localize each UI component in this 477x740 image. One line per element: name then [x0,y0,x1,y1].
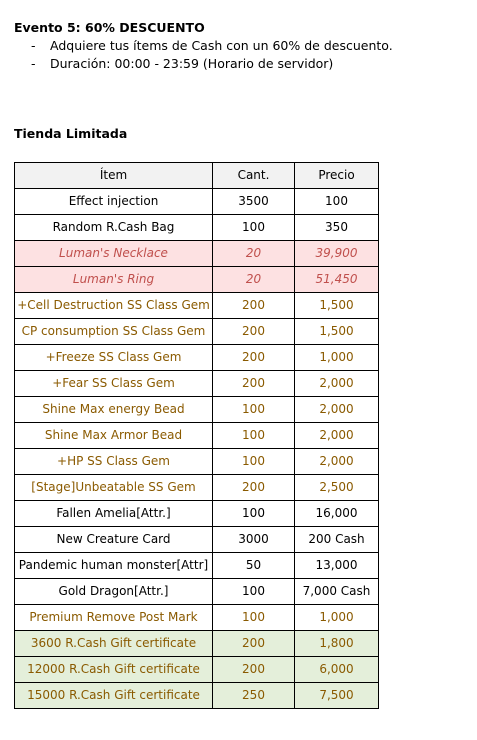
bullet-dash: - [31,38,36,53]
cell-qty: 20 [213,267,295,293]
cell-qty: 200 [213,293,295,319]
cell-price: 7,000 Cash [295,579,379,605]
cell-item: Gold Dragon[Attr.] [15,579,213,605]
cell-qty: 200 [213,475,295,501]
cell-qty: 100 [213,215,295,241]
cell-price: 1,000 [295,345,379,371]
table-row [15,501,379,527]
cell-price: 1,500 [295,319,379,345]
cell-item: 15000 R.Cash Gift certificate [15,683,213,709]
cell-qty: 3000 [213,527,295,553]
event-bullet [14,37,393,55]
cell-qty: 100 [213,579,295,605]
cell-item: Shine Max energy Bead [15,397,213,423]
cell-price: 16,000 [295,501,379,527]
table-row [15,423,379,449]
cell-item: Effect injection [15,189,213,215]
cell-item: New Creature Card [15,527,213,553]
cell-price: 51,450 [295,267,379,293]
cell-price: 13,000 [295,553,379,579]
table-row [15,527,379,553]
table-row [15,657,379,683]
section-title: Tienda Limitada [14,126,128,141]
cell-item: Premium Remove Post Mark [15,605,213,631]
table-body [15,189,379,709]
cell-item: 12000 R.Cash Gift certificate [15,657,213,683]
event-bullet [14,55,393,73]
cell-item: [Stage]Unbeatable SS Gem [15,475,213,501]
bullet-text: Duración: 00:00 - 23:59 (Horario de servidor) [50,56,334,71]
event-title: Evento 5: 60% DESCUENTO [14,20,205,35]
cell-qty: 200 [213,657,295,683]
table-row [15,605,379,631]
cell-price: 1,000 [295,605,379,631]
cell-price: 1,800 [295,631,379,657]
cell-qty: 20 [213,241,295,267]
cell-item: Random R.Cash Bag [15,215,213,241]
table-row [15,293,379,319]
cell-price: 200 Cash [295,527,379,553]
table-header-row [15,163,379,189]
cell-price: 100 [295,189,379,215]
bullet-dash: - [31,56,36,71]
cell-qty: 100 [213,423,295,449]
cell-item: Luman's Ring [15,267,213,293]
cell-item: +Cell Destruction SS Class Gem [15,293,213,319]
table-row [15,475,379,501]
event-bullet-list [14,37,393,73]
header-item: Ítem [15,163,213,189]
header-price: Precio [295,163,379,189]
table-row [15,267,379,293]
cell-item: +HP SS Class Gem [15,449,213,475]
cell-item: 3600 R.Cash Gift certificate [15,631,213,657]
table-row [15,553,379,579]
event-section [14,19,393,73]
cell-qty: 100 [213,501,295,527]
cell-price: 2,000 [295,397,379,423]
cell-item: Pandemic human monster[Attr] [15,553,213,579]
table-row [15,345,379,371]
table-row [15,449,379,475]
header-qty: Cant. [213,163,295,189]
table-row [15,319,379,345]
table-row [15,189,379,215]
shop-table [14,162,379,709]
table-row [15,579,379,605]
cell-price: 350 [295,215,379,241]
table-row [15,241,379,267]
cell-item: Fallen Amelia[Attr.] [15,501,213,527]
cell-qty: 3500 [213,189,295,215]
cell-qty: 200 [213,631,295,657]
cell-price: 2,500 [295,475,379,501]
cell-price: 2,000 [295,449,379,475]
table-row [15,631,379,657]
cell-qty: 250 [213,683,295,709]
cell-item: +Fear SS Class Gem [15,371,213,397]
cell-qty: 100 [213,397,295,423]
table-row [15,215,379,241]
cell-price: 6,000 [295,657,379,683]
cell-item: CP consumption SS Class Gem [15,319,213,345]
cell-qty: 200 [213,345,295,371]
table-row [15,683,379,709]
cell-qty: 50 [213,553,295,579]
table-row [15,371,379,397]
cell-qty: 200 [213,371,295,397]
cell-item: Shine Max Armor Bead [15,423,213,449]
bullet-text: Adquiere tus ítems de Cash con un 60% de descuento. [50,38,393,53]
cell-qty: 100 [213,605,295,631]
cell-price: 1,500 [295,293,379,319]
cell-qty: 100 [213,449,295,475]
cell-price: 7,500 [295,683,379,709]
cell-price: 39,900 [295,241,379,267]
cell-price: 2,000 [295,371,379,397]
cell-price: 2,000 [295,423,379,449]
cell-item: +Freeze SS Class Gem [15,345,213,371]
cell-item: Luman's Necklace [15,241,213,267]
table-row [15,397,379,423]
cell-qty: 200 [213,319,295,345]
